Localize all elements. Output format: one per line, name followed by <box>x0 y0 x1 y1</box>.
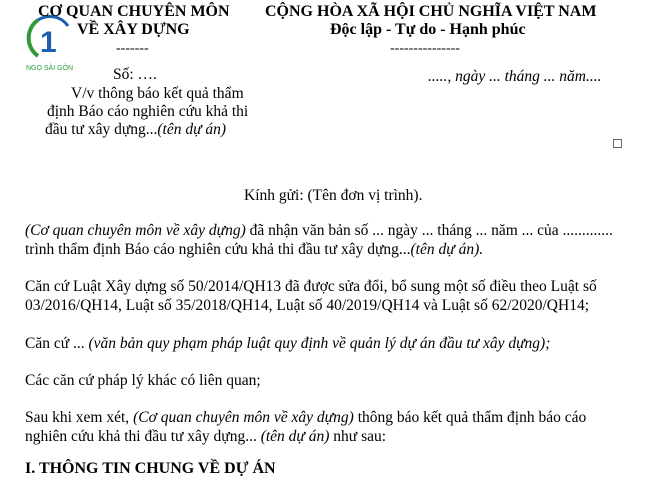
p1-line2-text: trình thẩm định Báo cáo nghiên cứu khả thi đầu tư xây dựng... <box>25 241 411 258</box>
left-separator: ------- <box>116 41 149 56</box>
p5-line2-prefix: nghiên cứu khả thi đầu tư xây dựng... <box>25 428 261 445</box>
subject-line-3-text: đầu tư xây dựng... <box>45 121 158 138</box>
p5-suffix: thông báo kết quả thẩm định báo cáo <box>353 409 587 426</box>
paragraph-2-line-2: 03/2016/QH14, Luật số 35/2018/QH14, Luật số 40/2019/QH14 và Luật số 62/2020/QH14; <box>25 297 589 314</box>
subject-project-name: (tên dự án) <box>157 121 227 138</box>
p5-project: (tên dự án) <box>260 428 330 445</box>
paragraph-5-line-2 <box>25 426 386 447</box>
subject-line-2: định Báo cáo nghiên cứu khả thi <box>47 103 249 120</box>
subject-line-1: V/v thông báo kết quả thẩm <box>71 85 244 102</box>
p5-line2-suffix: như sau: <box>329 428 387 445</box>
subject-line-3 <box>45 119 226 140</box>
agency-name-line1: CƠ QUAN CHUYÊN MÔN <box>38 3 230 20</box>
p3-prefix: Căn cứ ... <box>25 335 89 352</box>
logo-caption: NGỌ SÀI GÒN <box>26 65 74 72</box>
section-title: I. THÔNG TIN CHUNG VỀ DỰ ÁN <box>25 460 276 477</box>
p5-agency: (Cơ quan chuyên môn về xây dựng) <box>133 409 354 426</box>
date-text: ....., ngày ... tháng ... năm.... <box>428 68 602 85</box>
paragraph-3 <box>25 333 550 354</box>
paragraph-1-line-1 <box>25 220 613 241</box>
date-place <box>428 66 602 87</box>
anchor-handle[interactable] <box>613 139 622 148</box>
p3-regulation: (văn bản quy phạm pháp luật quy định về quản lý dự án đầu tư xây dựng); <box>88 335 551 352</box>
p1-project: (tên dự án). <box>410 241 484 258</box>
p5-prefix: Sau khi xem xét, <box>25 409 134 426</box>
agency-name-line2: VỀ XÂY DỰNG <box>77 21 190 38</box>
p1-text: đã nhận văn bản số ... ngày ... tháng ... năm ... của ............. <box>245 222 613 239</box>
document-number: Số: …. <box>113 66 157 83</box>
paragraph-1-line-2 <box>25 239 483 260</box>
greeting: Kính gửi: (Tên đơn vị trình). <box>244 187 423 204</box>
nation-motto: Độc lập - Tự do - Hạnh phúc <box>330 21 526 38</box>
logo-digit: 1 <box>40 26 57 59</box>
p1-agency: (Cơ quan chuyên môn về xây dựng) <box>25 222 246 239</box>
nation-title: CỘNG HÒA XÃ HỘI CHỦ NGHĨA VIỆT NAM <box>265 3 597 20</box>
paragraph-4: Các căn cứ pháp lý khác có liên quan; <box>25 372 261 389</box>
paragraph-2-line-1: Căn cứ Luật Xây dựng số 50/2014/QH13 đã được sửa đổi, bổ sung một số điều theo Luật số <box>25 278 597 295</box>
right-separator: --------------- <box>390 41 460 56</box>
paragraph-5-line-1 <box>25 407 586 428</box>
